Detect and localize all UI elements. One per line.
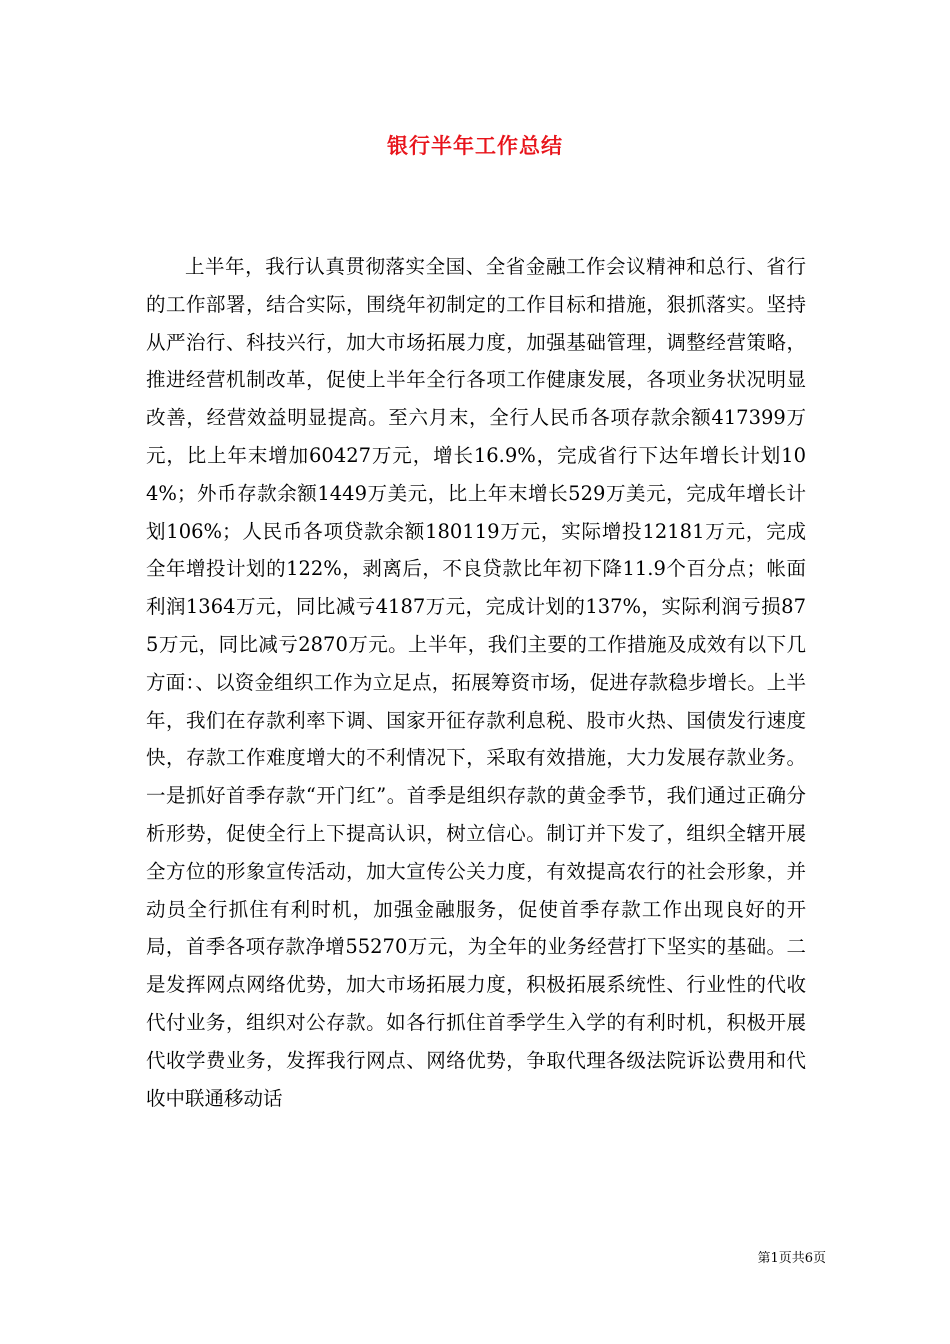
- body-paragraph: 上半年，我行认真贯彻落实全国、全省金融工作会议精神和总行、省行的工作部署，结合实际，围绕年初制定的工作目标和措施，狠抓落实。坚持从严治行、科技兴行，加大市场拓展力度，加强基础管理，调整经营策略，推进经营机制改革，促使上半年全行各项工作健康发展，各项业务状况明显改善，经营效益明显提高。至六月末，全行人民币各项存款余额417399万元，比上年末增加60427万元，增长16.9%，完成省行下达年增长计划104%；外币存款余额1449万美元，比上年末增长529万美元，完成年增长计划106%；人民币各项贷款余额180119万元，实际增投12181万元，完成全年增投计划的122%，剥离后，不良贷款比年初下降11.9个百分点；帐面利润1364万元，同比减亏4187万元，完成计划的137%，实际利润亏损875万元，同比减亏2870万元。上半年，我们主要的工作措施及成效有以下几方面：、以资金组织工作为立足点，拓展筹资市场，促进存款稳步增长。上半年，我们在存款利率下调、国家开征存款利息税、股市火热、国债发行速度快，存款工作难度增大的不利情况下，采取有效措施，大力发展存款业务。一是抓好首季存款“开门红”。首季是组织存款的黄金季节，我们通过正确分析形势，促使全行上下提高认识，树立信心。制订并下发了，组织全辖开展全方位的形象宣传活动，加大宣传公关力度，有效提高农行的社会形象，并动员全行抓住有利时机，加强金融服务，促使首季存款工作出现良好的开局，首季各项存款净增55270万元，为全年的业务经营打下坚实的基础。二是发挥网点网络优势，加大市场拓展力度，积极拓展系统性、行业性的代收代付业务，组织对公存款。如各行抓住首季学生入学的有利时机，积极开展代收学费业务，发挥我行网点、网络优势，争取代理各级法院诉讼费用和代收中联通移动话: [146, 255, 806, 1110]
- body-text-block: [146, 248, 806, 1117]
- page-number: 第1页共6页: [757, 1251, 826, 1266]
- document-title: 银行半年工作总结: [387, 133, 563, 158]
